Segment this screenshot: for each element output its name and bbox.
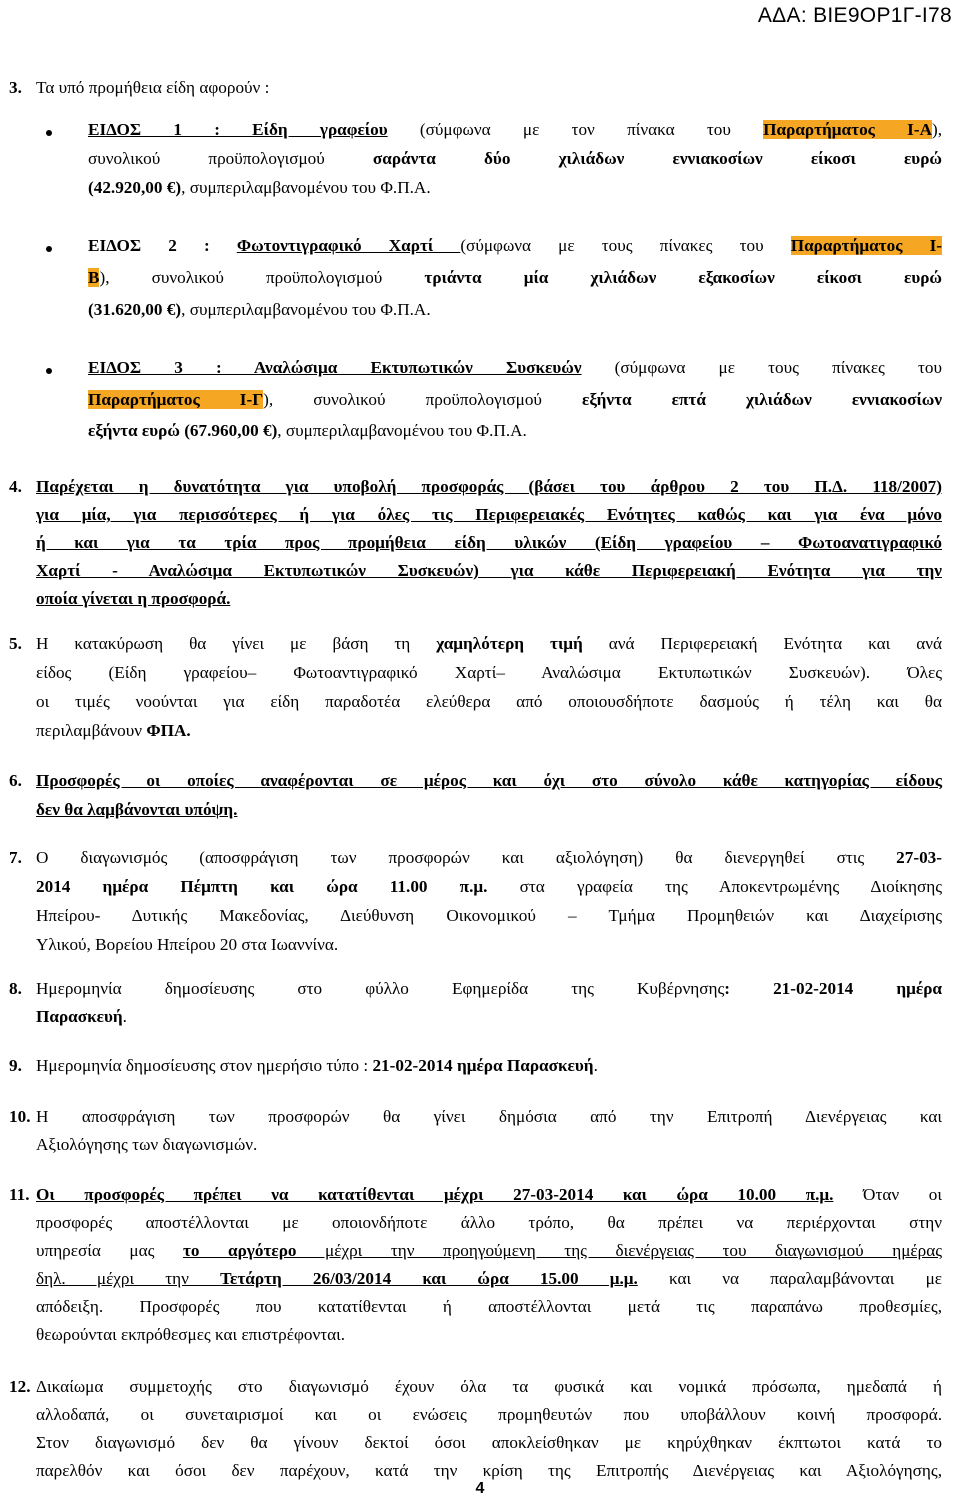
- section-6-number: 6.: [9, 771, 22, 790]
- item-1-text: συνολικού προϋπολογισμού: [88, 149, 373, 168]
- section-4-line: οποία γίνεται η προσφορά.: [36, 589, 231, 608]
- section-4-line: για μία, για περισσότερες ή για όλες τις Περιφερειακές Ενότητες καθώς και για ένα μόνο: [36, 505, 942, 524]
- item-1-annex: Παραρτήματος Ι-Α: [763, 120, 932, 139]
- section-11-text: υπηρεσία μας: [36, 1241, 183, 1260]
- item-2-amount: (31.620,00 €): [88, 300, 182, 319]
- section-7-text: Ο διαγωνισμός (αποσφράγιση των προσφορών και αξιολόγηση) θα διενεργηθεί στις: [36, 848, 897, 867]
- section-11-line-3: [36, 1238, 942, 1264]
- vat-label: ΦΠΑ.: [146, 721, 191, 740]
- section-5-line-1: [36, 631, 942, 657]
- section-11-number: 11.: [9, 1185, 30, 1204]
- bullet-icon: [46, 368, 52, 374]
- section-5-text: περιλαμβάνουν: [36, 721, 147, 740]
- section-11-line-4: [36, 1266, 942, 1292]
- item-3-line-1: [88, 355, 942, 381]
- item-3-line-3: [88, 418, 942, 444]
- section-8-line-2: [36, 1004, 942, 1030]
- section-5-line-3: οι τιμές νοούνται για είδη παραδοτέα ελεύθερα από οποιουσδήποτε δασμούς ή τέλη και θα: [36, 692, 942, 711]
- section-4-line: Χαρτί - Αναλώσιμα Εκτυπωτικών Συσκευών) για κάθε Περιφερειακή Ενότητα για την: [36, 561, 942, 580]
- item-3-amount: εξήντα ευρώ (67.960,00 €): [88, 421, 278, 440]
- section-11-line-6: θεωρούνται εκπρόθεσμες και επιστρέφονται.: [36, 1325, 346, 1344]
- section-9-text: .: [593, 1056, 598, 1075]
- item-2-label: ΕΙΔΟΣ 2 :: [88, 236, 237, 255]
- section-5-number: 5.: [9, 634, 22, 653]
- item-3-text: ), συνολικού προϋπολογισμού: [263, 390, 582, 409]
- section-7-line-1: [36, 845, 942, 871]
- section-11-line-1: [36, 1182, 942, 1208]
- section-12-number: 12.: [9, 1377, 31, 1396]
- section-9-number: 9.: [9, 1056, 22, 1075]
- item-3-annex: Παραρτήματος Ι-Γ: [88, 390, 264, 409]
- item-2-text: (σύμφωνα με τους πίνακες του: [460, 236, 791, 255]
- section-12-line: Δικαίωμα συμμετοχής στο διαγωνισμό έχουν όλα τα φυσικά και νομικά πρόσωπα, ημεδαπά ή: [36, 1377, 942, 1396]
- bullet-icon: [46, 246, 52, 252]
- section-12-line: Στον διαγωνισμό δεν θα γίνουν δεκτοί όσοι αποκλείσθηκαν με κηρύχθηκαν έκπτωτοι κατά το: [36, 1433, 942, 1452]
- section-7-text: στα γραφεία της Αποκεντρωμένης Διοίκησης: [487, 877, 943, 896]
- item-3-amount-words: εξήντα επτά χιλιάδων εννιακοσίων: [582, 390, 943, 409]
- section-11-line-5: απόδειξη. Προσφορές που κατατίθενται ή αποστέλλονται μετά τις παραπάνω προθεσμίες,: [36, 1297, 942, 1316]
- item-2-amount-words: τριάντα μία χιλιάδων εξακοσίων είκοσι ευρώ: [424, 268, 942, 287]
- section-7-number: 7.: [9, 848, 22, 867]
- item-2-annex: Παραρτήματος Ι-: [790, 236, 942, 255]
- section-11-text: και να παραλαμβάνονται με: [637, 1269, 943, 1288]
- gazette-date: : 21-02-2014 ημέρα: [724, 979, 942, 998]
- item-3-text: (σύμφωνα με τους πίνακες του: [581, 358, 942, 377]
- section-6-line-2: δεν θα λαμβάνονται υπόψη.: [36, 800, 238, 819]
- item-1-title: ΕΙΔΟΣ 1 : Είδη γραφείου: [88, 120, 388, 139]
- item-3-title: ΕΙΔΟΣ 3 : Αναλώσιμα Εκτυπωτικών Συσκευών: [88, 358, 582, 377]
- item-2-line-3: [88, 297, 942, 323]
- item-1-line-3: [88, 175, 942, 201]
- section-8-line-1: [36, 976, 942, 1002]
- item-2-line-1: [88, 233, 942, 259]
- section-11-text: Όταν οι: [833, 1185, 942, 1204]
- section-5-text: ανά Περιφερειακή Ενότητα και ανά: [582, 634, 942, 653]
- section-10-number: 10.: [9, 1107, 31, 1126]
- postal-deadline: Τετάρτη 26/03/2014 και ώρα 15.00 μ.μ.: [220, 1269, 638, 1288]
- section-4-line: ή και για τα τρία προς προμήθεια είδη υλικών (Είδη γραφείου – Φωτοανατιγραφικό: [36, 533, 942, 552]
- lowest-price: χαμηλότερη τιμή: [436, 634, 583, 653]
- item-1-text: ),: [931, 120, 943, 139]
- section-8-number: 8.: [9, 979, 22, 998]
- submission-deadline: Οι προσφορές πρέπει να κατατίθενται μέχρι 27-03-2014 και ώρα 10.00 π.μ.: [36, 1185, 834, 1204]
- section-4-number: 4.: [9, 477, 22, 496]
- item-2-line-2: [88, 265, 942, 291]
- section-11-underlined-text: μέχρι την προηγούμενη της διενέργειας του διαγωνισμού ημέρας: [296, 1241, 943, 1260]
- gazette-day: Παρασκευή: [36, 1007, 123, 1026]
- section-3-number: 3.: [9, 78, 22, 97]
- section-5-line-2: είδος (Είδη γραφείου– Φωτοαντιγραφικό Χαρτί– Αναλώσιμα Εκτυπωτικών Συσκευών). Όλες: [36, 663, 942, 682]
- section-11-underlined-text: δηλ. μέχρι την: [36, 1269, 221, 1288]
- section-11-line-2: προσφορές αποστέλλονται με οποιονδήποτε άλλο τρόπο, θα πρέπει να περιέρχονται στην: [36, 1213, 942, 1232]
- page-number: 4: [475, 1480, 485, 1497]
- item-2-annex-letter: Β: [88, 268, 100, 287]
- item-3-text: , συμπεριλαμβανομένου του Φ.Π.Α.: [277, 421, 527, 440]
- item-2-text: , συμπεριλαμβανομένου του Φ.Π.Α.: [181, 300, 431, 319]
- contest-date-time: 2014 ημέρα Πέμπτη και ώρα 11.00 π.μ.: [36, 877, 488, 896]
- section-3-intro: Τα υπό προμήθεια είδη αφορούν :: [36, 78, 270, 97]
- section-6-line-1: Προσφορές οι οποίες αναφέρονται σε μέρος και όχι στο σύνολο κάθε κατηγορίας είδους: [36, 771, 942, 790]
- item-1-line-1: [88, 117, 942, 143]
- section-8-text: .: [122, 1007, 127, 1026]
- item-3-line-2: [88, 387, 942, 413]
- section-5-text: Η κατακύρωση θα γίνει με βάση τη: [36, 634, 437, 653]
- section-10-line-2: Αξιολόγησης των διαγωνισμών.: [36, 1135, 258, 1154]
- item-1-text: , συμπεριλαμβανομένου του Φ.Π.Α.: [181, 178, 431, 197]
- section-9-line: [36, 1053, 942, 1079]
- section-7-line-2: [36, 874, 942, 900]
- section-5-line-4: [36, 718, 942, 744]
- section-12-line: αλλοδαπά, οι συνεταιρισμοί και οι ενώσεις προμηθευτών που υποβάλλουν κοινή προσφορά.: [36, 1405, 942, 1424]
- item-1-amount: (42.920,00 €): [88, 178, 182, 197]
- ada-identifier: ΑΔΑ: ΒΙΕ9ΟΡ1Γ-Ι78: [757, 4, 952, 27]
- section-7-line-4: Υλικού, Βορείου Ηπείρου 20 στα Ιωαννίνα.: [36, 935, 339, 954]
- item-1-amount-words: σαράντα δύο χιλιάδων εννιακοσίων είκοσι ευρώ: [372, 149, 942, 168]
- section-10-line-1: Η αποσφράγιση των προσφορών θα γίνει δημόσια από την Επιτροπή Διενέργειας και: [36, 1107, 942, 1126]
- section-4-line: Παρέχεται η δυνατότητα για υποβολή προσφοράς (βάσει του άρθρου 2 του Π.Δ. 118/2007): [36, 477, 942, 496]
- section-12-line: παρελθόν και όσοι δεν παρέχουν, κατά την κρίση της Επιτροπής Διενέργειας και Αξιολόγησης,: [36, 1461, 942, 1480]
- contest-date: 27-03-: [896, 848, 942, 867]
- at-the-latest: το αργότερο: [182, 1241, 297, 1260]
- item-2-text: ), συνολικού προϋπολογισμού: [99, 268, 425, 287]
- item-1-text: (σύμφωνα με τον πίνακα του: [387, 120, 764, 139]
- item-2-title: Φωτοντιγραφικό Χαρτί: [236, 236, 461, 255]
- press-date: 21-02-2014 ημέρα Παρασκευή: [372, 1056, 594, 1075]
- bullet-icon: [46, 130, 52, 136]
- section-9-text: Ημερομηνία δημοσίευσης στον ημερήσιο τύπο :: [36, 1056, 373, 1075]
- section-8-text: Ημερομηνία δημοσίευσης στο φύλλο Εφημερίδα της Κυβέρνησης: [36, 979, 725, 998]
- item-1-line-2: [88, 146, 942, 172]
- section-7-line-3: Ηπείρου- Δυτικής Μακεδονίας, Διεύθυνση Οικονομικού – Τμήμα Προμηθειών και Διαχείρισης: [36, 906, 942, 925]
